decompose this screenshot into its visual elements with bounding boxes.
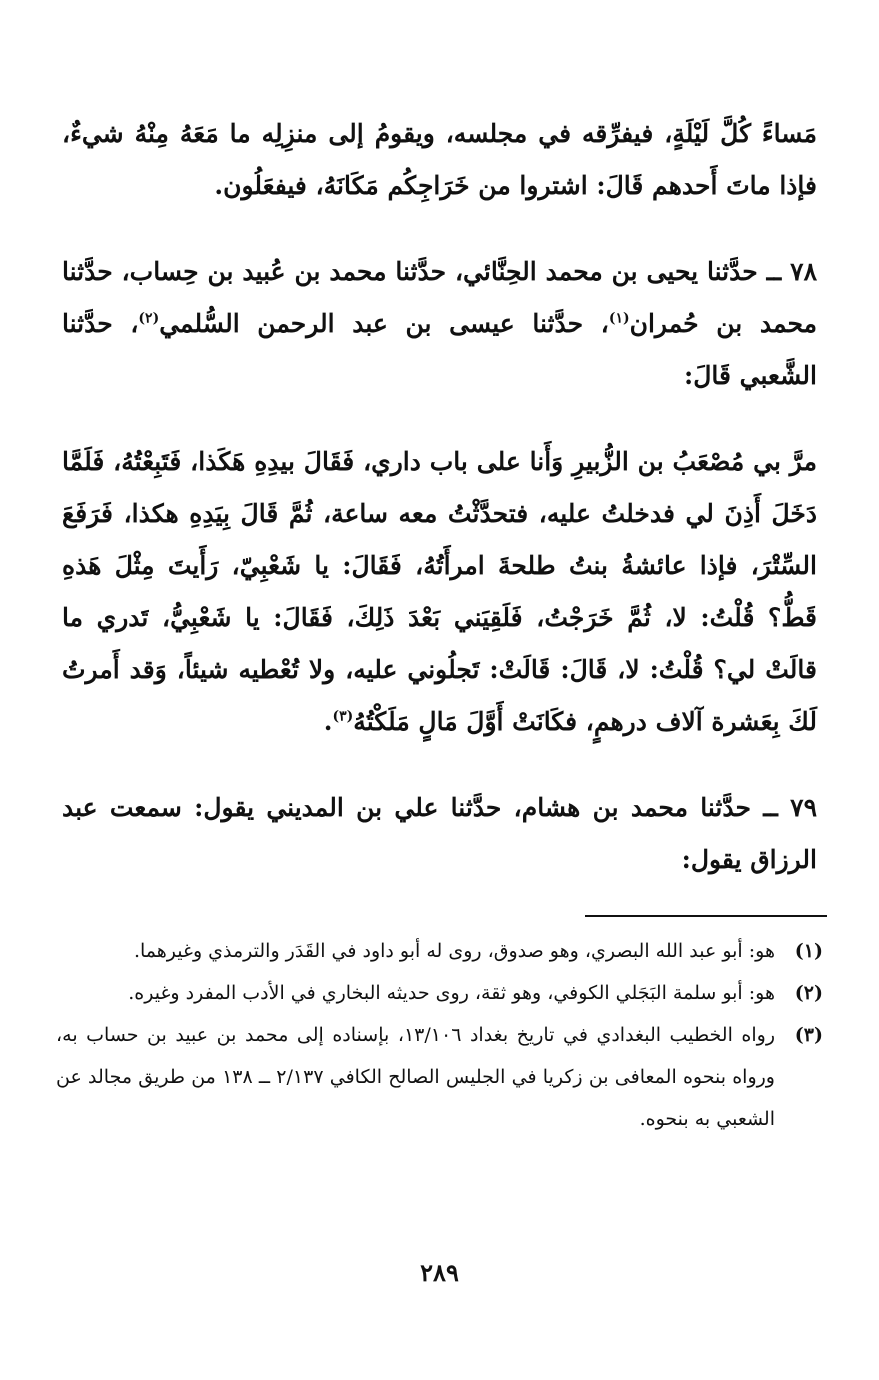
footnote-text: هو: أبو سلمة البَجَلي الكوفي، وهو ثقة، روى حديثه البخاري في الأدب المفرد وغيره. [128,982,775,1004]
page-number: ٢٨٩ [420,1258,459,1287]
footnote-text: هو: أبو عبد الله البصري، وهو صدوق، روى له أبو داود في القَدَر والترمذي وغيرهما. [133,940,775,962]
footnote-ref-2[interactable]: (٢) [138,310,160,327]
footnote-divider [585,915,827,917]
footnote-ref-3[interactable]: (٣) [332,708,354,725]
footnotes [56,930,823,1140]
footnote-text: رواه الخطيب البغدادي في تاريخ بغداد ١٣/١٠٦، بإسناده إلى محمد بن عبيد بن حساب به، ورواه بنحوه المعافى بن زكريا في الجليس الصالح الكافي ٢/١٣٧ ــ ١٣٨ من طريق مجالد عن الشعبي به بنحوه. [56,1024,775,1130]
hadith-78-isnad-part1: ٧٨ ــ حدَّثنا يحيى بن محمد الحِنَّائي، حدَّثنا محمد بن عُبيد بن حِساب، حدَّثنا محمد بن حُمران [62,257,818,338]
hadith-78-isnad [62,246,817,402]
hadith-78-isnad-part3: ، حدَّثنا الشَّعبي قَالَ: [62,309,817,390]
footnote-3 [56,1014,823,1140]
hadith-78-isnad-part2: ، حدَّثنا عيسى بن عبد الرحمن السُّلمي [159,309,609,338]
hadith-78-text [62,436,817,748]
footnote-number: (١) [794,940,823,962]
hadith-78-end: . [323,707,333,736]
footnote-number: (٢) [794,982,823,1004]
main-text [62,108,817,886]
footnote-2 [56,972,823,1014]
paragraph-opening: مَساءً كُلَّ لَيْلَةٍ، فيفرِّقه في مجلسه، ويقومُ إلى منزِلِه ما مَعَهُ مِنْهُ شيءٌ، فإذا ماتَ أَحدهم قَالَ: اشتروا من خَرَاجِكُم مَكَانَهُ، فيفعَلُون. [62,119,817,200]
hadith-79-isnad: ٧٩ ــ حدَّثنا محمد بن هشام، حدَّثنا علي بن المديني يقول: سمعت عبد الرزاق يقول: [62,793,817,874]
footnote-1 [56,930,823,972]
footnote-number: (٣) [794,1024,823,1046]
hadith-78-body: مرَّ بي مُصْعَبُ بن الزُّبيرِ وَأَنا على باب داري، فَقَالَ بيدِهِ هَكَذا، فَتَبِعْتُهُ، فَلَمَّا دَخَلَ أَذِنَ لي فدخلتُ عليه، فتحدَّثْتُ معه ساعة، ثُمَّ قَالَ بِيَدِهِ هكذا، فَرَفَعَ السِّتْرَ، فإذا عائشةُ بنتُ طلحةَ امرأَتُهُ، فَقَالَ: يا شَعْبِيّ، رَأَيتَ مِثْلَ هَذهِ قَطُّ؟ قُلْتُ: لا، ثُمَّ خَرَجْتُ، فَلَقِيَني بَعْدَ ذَلِكَ، فَقَالَ: يا شَعْبِيُّ، تَدري ما قالَتْ لي؟ قُلْتُ: لا، قَالَ: قَالَتْ: تَجلُوني عليه، ولا تُعْطيه شيئاً، وَقد أَمرتُ لَكَ بِعَشرة آلاف درهمٍ، فكَانَتْ أَوَّلَ مَالٍ مَلَكْتُهُ [62,447,817,736]
footnote-ref-1[interactable]: (١) [608,310,630,327]
